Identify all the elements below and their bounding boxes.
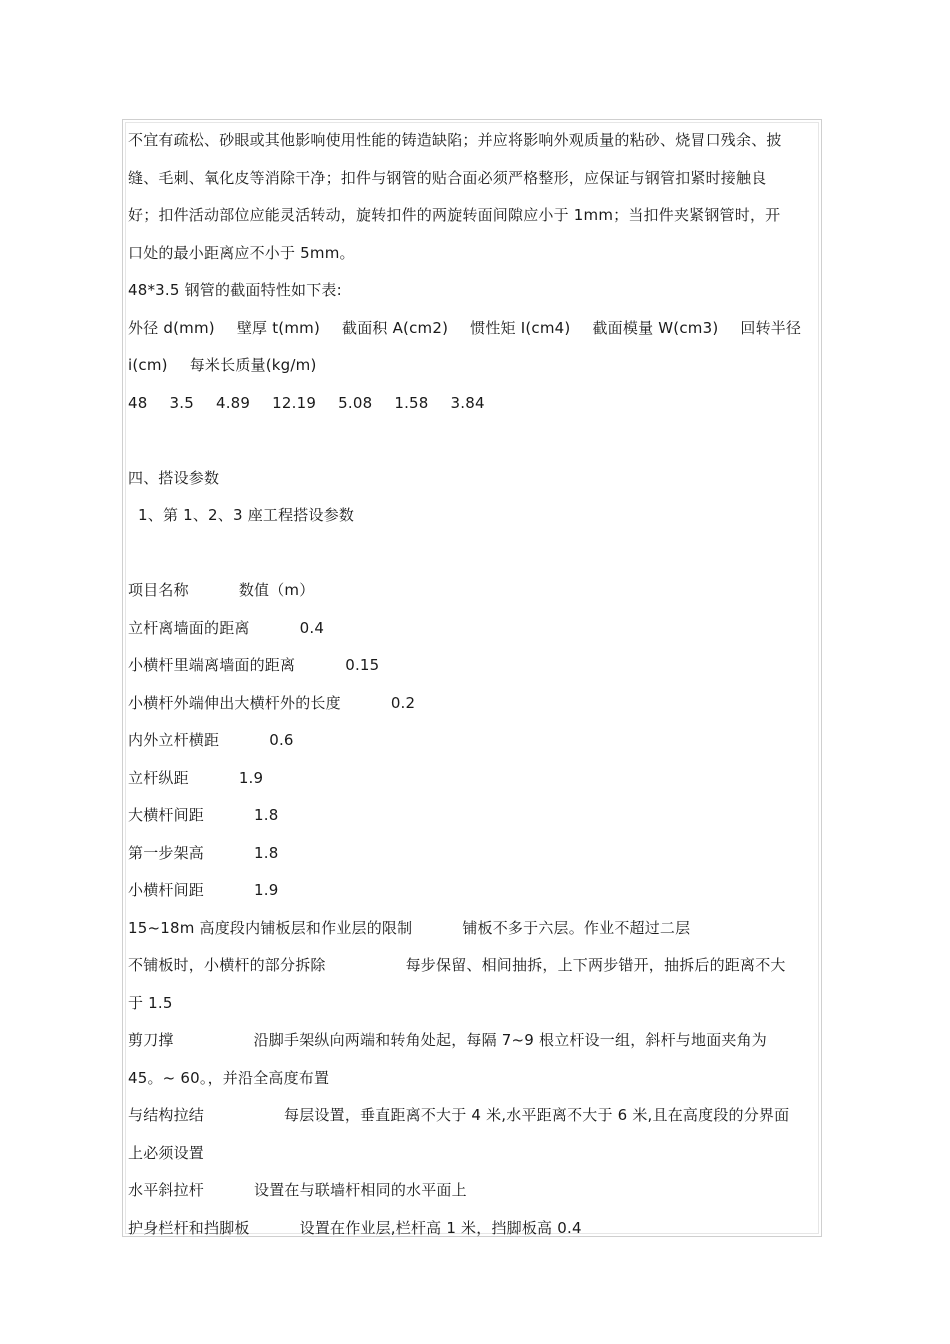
section-title: 四、搭设参数: [128, 468, 220, 487]
param-value: 1.8: [254, 843, 279, 862]
value-cell: 3.84: [450, 393, 485, 412]
param-name: 与结构拉结: [128, 1106, 205, 1124]
text-line: 不宜有疏松、砂眼或其他影响使用性能的铸造缺陷；并应将影响外观质量的粘砂、烧冒口残余、披: [128, 131, 782, 149]
param-name: 立杆离墙面的距离: [128, 618, 250, 637]
param-value-header: 数值（m）: [238, 581, 315, 599]
value-cell: 12.19: [272, 393, 317, 412]
param-name: 不铺板时，小横杆的部分拆除: [128, 956, 326, 974]
param-row: [128, 610, 818, 648]
param-name: 大横杆间距: [128, 806, 205, 824]
param-value: 铺板不多于六层。作业不超过二层: [462, 918, 691, 937]
param-row: [128, 1022, 818, 1060]
param-row-cont: 上必须设置: [128, 1143, 205, 1162]
value-cell: 48: [128, 393, 148, 412]
param-row-cont: 于 1.5: [128, 993, 173, 1012]
param-name-header: 项目名称: [128, 581, 189, 599]
param-value: 0.4: [299, 618, 325, 637]
param-name: 护身栏杆和挡脚板: [128, 1218, 250, 1237]
param-value: 0.15: [345, 656, 380, 674]
param-row: [128, 647, 818, 685]
text-line: 口处的最小距离应不小于 5mm。: [128, 243, 355, 262]
steel-intro: 48*3.5 钢管的截面特性如下表:: [128, 281, 342, 299]
param-name: 小横杆里端离墙面的距离: [128, 656, 296, 674]
param-row: [128, 835, 818, 873]
header-cell: 截面积 A(cm2): [342, 318, 449, 337]
header-cell: 壁厚 t(mm): [236, 318, 321, 337]
param-name: 第一步架高: [128, 843, 205, 862]
param-row: [128, 685, 818, 723]
param-row: [128, 1172, 818, 1210]
steel-header-row-cont: [128, 347, 818, 385]
subsection-title: 1、第 1、2、3 座工程搭设参数: [138, 506, 355, 524]
param-row: [128, 760, 818, 798]
param-value: 每步保留、相间抽拆，上下两步错开，抽拆后的距离不大: [405, 956, 786, 974]
param-value: 设置在与联墙杆相同的水平面上: [254, 1181, 467, 1199]
steel-header-row: [128, 310, 818, 348]
value-cell: 1.58: [394, 393, 429, 412]
param-row: [128, 1210, 818, 1248]
param-name: 水平斜拉杆: [128, 1181, 205, 1199]
param-name: 内外立杆横距: [128, 731, 220, 749]
blank-line: [128, 422, 818, 460]
param-name: 小横杆间距: [128, 881, 205, 899]
param-name: 15~18m 高度段内铺板层和作业层的限制: [128, 918, 413, 937]
param-value: 设置在作业层,栏杆高 1 米，挡脚板高 0.4: [299, 1218, 582, 1237]
header-cell: 惯性矩 I(cm4): [470, 318, 571, 337]
param-value: 每层设置，垂直距离不大于 4 米,水平距离不大于 6 米,且在高度段的分界面: [284, 1106, 790, 1124]
value-cell: 3.5: [169, 393, 194, 412]
param-value: 0.2: [390, 693, 416, 712]
header-cell: 外径 d(mm): [128, 318, 215, 337]
param-name: 小横杆外端伸出大横杆外的长度: [128, 693, 341, 712]
header-cell: 截面模量 W(cm3): [592, 318, 719, 337]
param-row: [128, 797, 818, 835]
param-row: [128, 872, 818, 910]
param-row: [128, 1097, 818, 1135]
param-row: [128, 722, 818, 760]
text-line: 缝、毛刺、氧化皮等消除干净；扣件与钢管的贴合面必须严格整形，应保证与钢管扣紧时接触良: [128, 168, 767, 187]
value-cell: 5.08: [338, 393, 373, 412]
param-value: 1.8: [254, 806, 279, 824]
param-name: 立杆纵距: [128, 768, 189, 787]
steel-values-row: [128, 385, 818, 423]
blank-line: [128, 535, 818, 573]
header-cell: i(cm): [128, 356, 168, 374]
param-value: 1.9: [238, 768, 264, 787]
value-cell: 4.89: [215, 393, 251, 412]
param-header-row: [128, 572, 818, 610]
param-name: 剪刀撑: [128, 1031, 174, 1049]
param-row: [128, 947, 818, 985]
header-cell: 每米长质量(kg/m): [189, 356, 317, 374]
param-value: 1.9: [254, 881, 279, 899]
param-row: [128, 910, 818, 948]
param-value: 0.6: [269, 731, 294, 749]
header-cell: 回转半径: [740, 318, 802, 337]
param-value: 沿脚手架纵向两端和转角处起，每隔 7~9 根立杆设一组，斜杆与地面夹角为: [253, 1031, 768, 1049]
text-line: 好；扣件活动部位应能灵活转动，旋转扣件的两旋转面间隙应小于 1mm；当扣件夹紧钢管时，开: [128, 206, 781, 224]
document-body: [128, 122, 818, 1247]
param-row-cont: 45。~ 60。，并沿全高度布置: [128, 1068, 330, 1087]
